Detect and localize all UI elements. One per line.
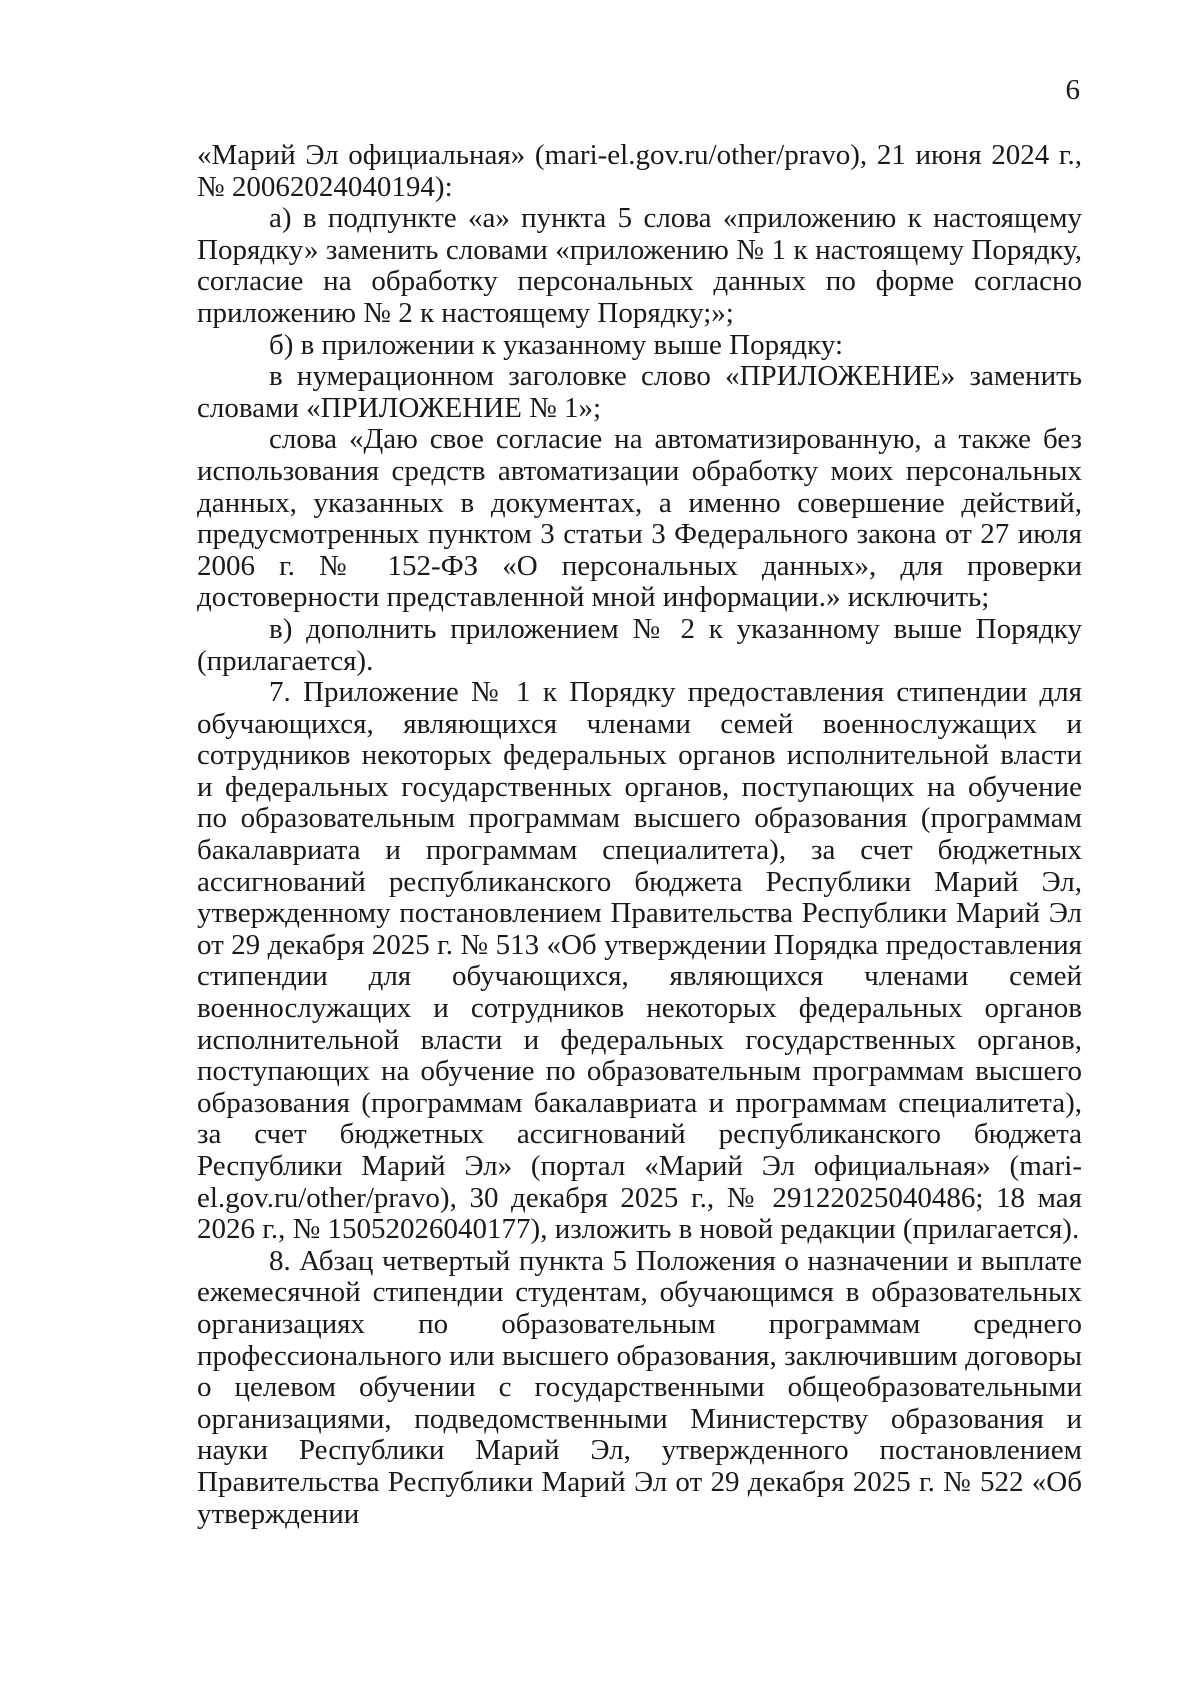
- paragraph-continuation: «Марий Эл официальная» (mari-el.gov.ru/other/pravo), 21 июня 2024 г., № 20062024040194):: [197, 139, 1082, 203]
- paragraph-item-8: 8. Абзац четвертый пункта 5 Положения о назначении и выплате ежемесячной стипендии студентам, обучающимся в образовательных организациях по образовательным программам среднего профессионального или высшего образования, заключившим договоры о целевом обучении с государственными общеобразовательными организациями, подведомственными Министерству образования и науки Республики Марий Эл, утвержденного постановлением Правительства Республики Марий Эл от 29 декабря 2025 г. № 522 «Об утверждении: [197, 1244, 1082, 1530]
- paragraph-item-7: 7. Приложение № 1 к Порядку предоставления стипендии для обучающихся, являющихся членами семей военнослужащих и сотрудников некоторых федеральных органов исполнительной власти и федеральных государственных органов, поступающих на обучение по образовательным программам высшего образования (программам бакалавриата и программам специалитета), за счет бюджетных ассигнований республиканского бюджета Республики Марий Эл, утвержденному постановлением Правительства Республики Марий Эл от 29 декабря 2025 г. № 513 «Об утверждении Порядка предоставления стипендии для обучающихся, являющихся членами семей военнослужащих и сотрудников некоторых федеральных органов исполнительной власти и федеральных государственных органов, поступающих на обучение по образовательным программам высшего образования (программам бакалавриата и программам специалитета), за счет бюджетных ассигнований республиканского бюджета Республики Марий Эл» (портал «Марий Эл официальная» (mari-el.gov.ru/other/pravo), 30 декабря 2025 г., № 29122025040486; 18 мая 2026 г., № 15052026040177), изложить в новой редакции (прилагается).: [197, 676, 1082, 1246]
- document-body: [197, 140, 1082, 1530]
- paragraph-item-6c: в) дополнить приложением № 2 к указанному выше Порядку (прилагается).: [197, 612, 1082, 677]
- paragraph-item-6b-heading: в нумерационном заголовке слово «ПРИЛОЖЕНИЕ» заменить словами «ПРИЛОЖЕНИЕ № 1»;: [197, 360, 1082, 424]
- page-number: 6: [1065, 74, 1080, 106]
- paragraph-item-6a: а) в подпункте «а» пункта 5 слова «приложению к настоящему Порядку» заменить словами «приложению № 1 к настоящему Порядку, согласие на обработку персональных данных по форме согласно приложению № 2 к настоящему Порядку;»;: [197, 202, 1082, 329]
- paragraph-item-6b-words: слова «Даю свое согласие на автоматизированную, а также без использования средств автоматизации обработку моих персональных данных, указанных в документах, а именно совершение действий, предусмотренных пунктом 3 статьи 3 Федерального закона от 27 июля 2006 г. № 152-ФЗ «О персональных данных», для проверки достоверности представленной мной информации.» исключить;: [197, 423, 1082, 614]
- paragraph-item-6b: б) в приложении к указанному выше Порядку:: [269, 328, 844, 361]
